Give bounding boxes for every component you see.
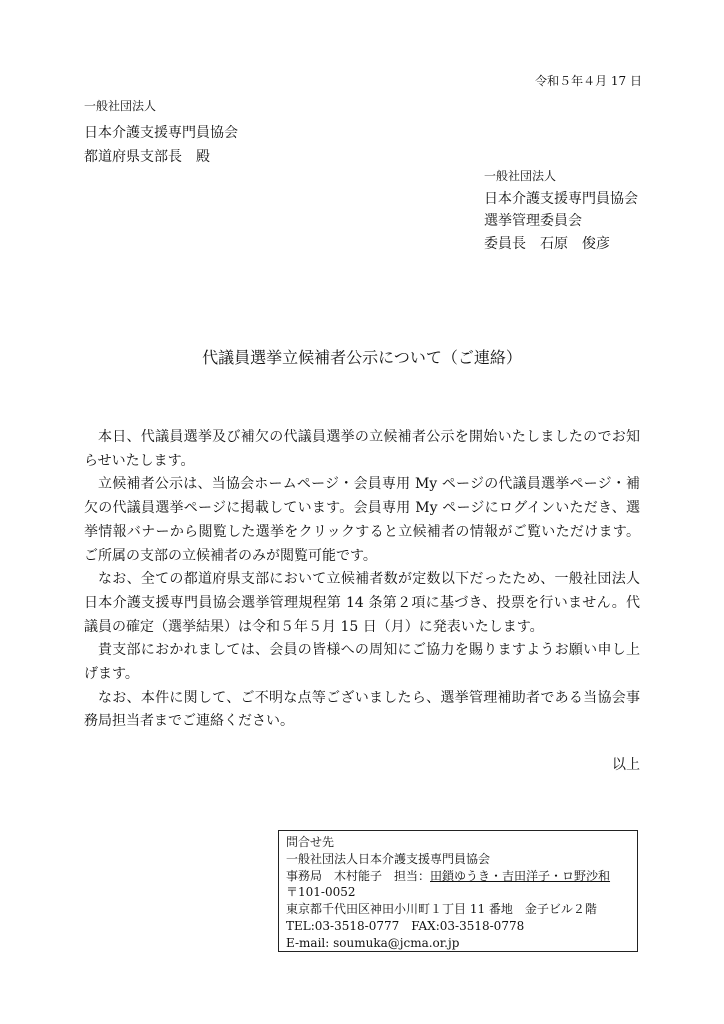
paragraph: 本日、代議員選挙及び補欠の代議員選挙の立候補者公示を開始いたしましたのでお知らせいたします。 <box>84 429 640 469</box>
sender-org-name: 日本介護支援専門員協会 <box>484 191 638 207</box>
recipient-org-type: 一般社団法人 <box>84 99 157 113</box>
contact-postal: 〒101-0052 <box>286 885 356 900</box>
contact-phone: TEL:03-3518-0777 FAX:03-3518-0778 <box>286 918 525 933</box>
sender-org-type: 一般社団法人 <box>484 169 557 183</box>
paragraph: 立候補者公示は、当協会ホームページ・会員専用 My ページの代議員選挙ページ・補欠の代議員選挙ページに掲載しています。会員専用 My ページにログインいただき、選挙情報バナーから閲覧した選挙をクリックすると立候補者の情報がご覧いただけます。ご所属の支部の立候補者のみが閲覧可能です。 <box>84 476 640 564</box>
contact-box <box>278 830 638 952</box>
contact-address: 東京都千代田区神田小川町１丁目 11 番地 金子ビル２階 <box>286 902 597 917</box>
closing-word: 以上 <box>612 757 640 773</box>
document-date: 令和５年４月 17 日 <box>535 74 642 88</box>
contact-staff: 田鎖ゆうき・吉田洋子・ロ野沙和 <box>430 868 611 883</box>
contact-org: 一般社団法人日本介護支援専門員協会 <box>286 851 491 866</box>
contact-heading: 問合せ先 <box>286 835 335 849</box>
paragraph: 貴支部におかれましては、会員の皆様への周知にご協力を賜りますようお願い申し上げます。 <box>84 642 640 683</box>
sender-committee: 選挙管理委員会 <box>484 213 582 229</box>
recipient-org-name: 日本介護支援専門員協会 <box>84 125 238 141</box>
document-body <box>84 426 640 734</box>
contact-office: 事務局 木村能子 担当： <box>286 868 431 883</box>
contact-email: E-mail: soumuka@jcma.or.jp <box>286 935 460 950</box>
paragraph: なお、全ての都道府県支部において立候補者数が定数以下だったため、一般社団法人日本介護支援専門員協会選挙管理規程第 14 条第２項に基づき、投票を行いません。代議員の確定（選挙結果）は令和５年５月 15 日（月）に発表いたします。 <box>84 571 640 635</box>
paragraph: なお、本件に関して、ご不明な点等ございましたら、選挙管理補助者である当協会事務局担当者までご連絡ください。 <box>84 689 640 730</box>
contact-office-line <box>286 868 630 885</box>
document-title: 代議員選挙立候補者公示について（ご連絡） <box>202 348 522 367</box>
recipient-addressee: 都道府県支部長 殿 <box>84 149 210 165</box>
sender-chair: 委員長 石原 俊彦 <box>484 236 610 252</box>
